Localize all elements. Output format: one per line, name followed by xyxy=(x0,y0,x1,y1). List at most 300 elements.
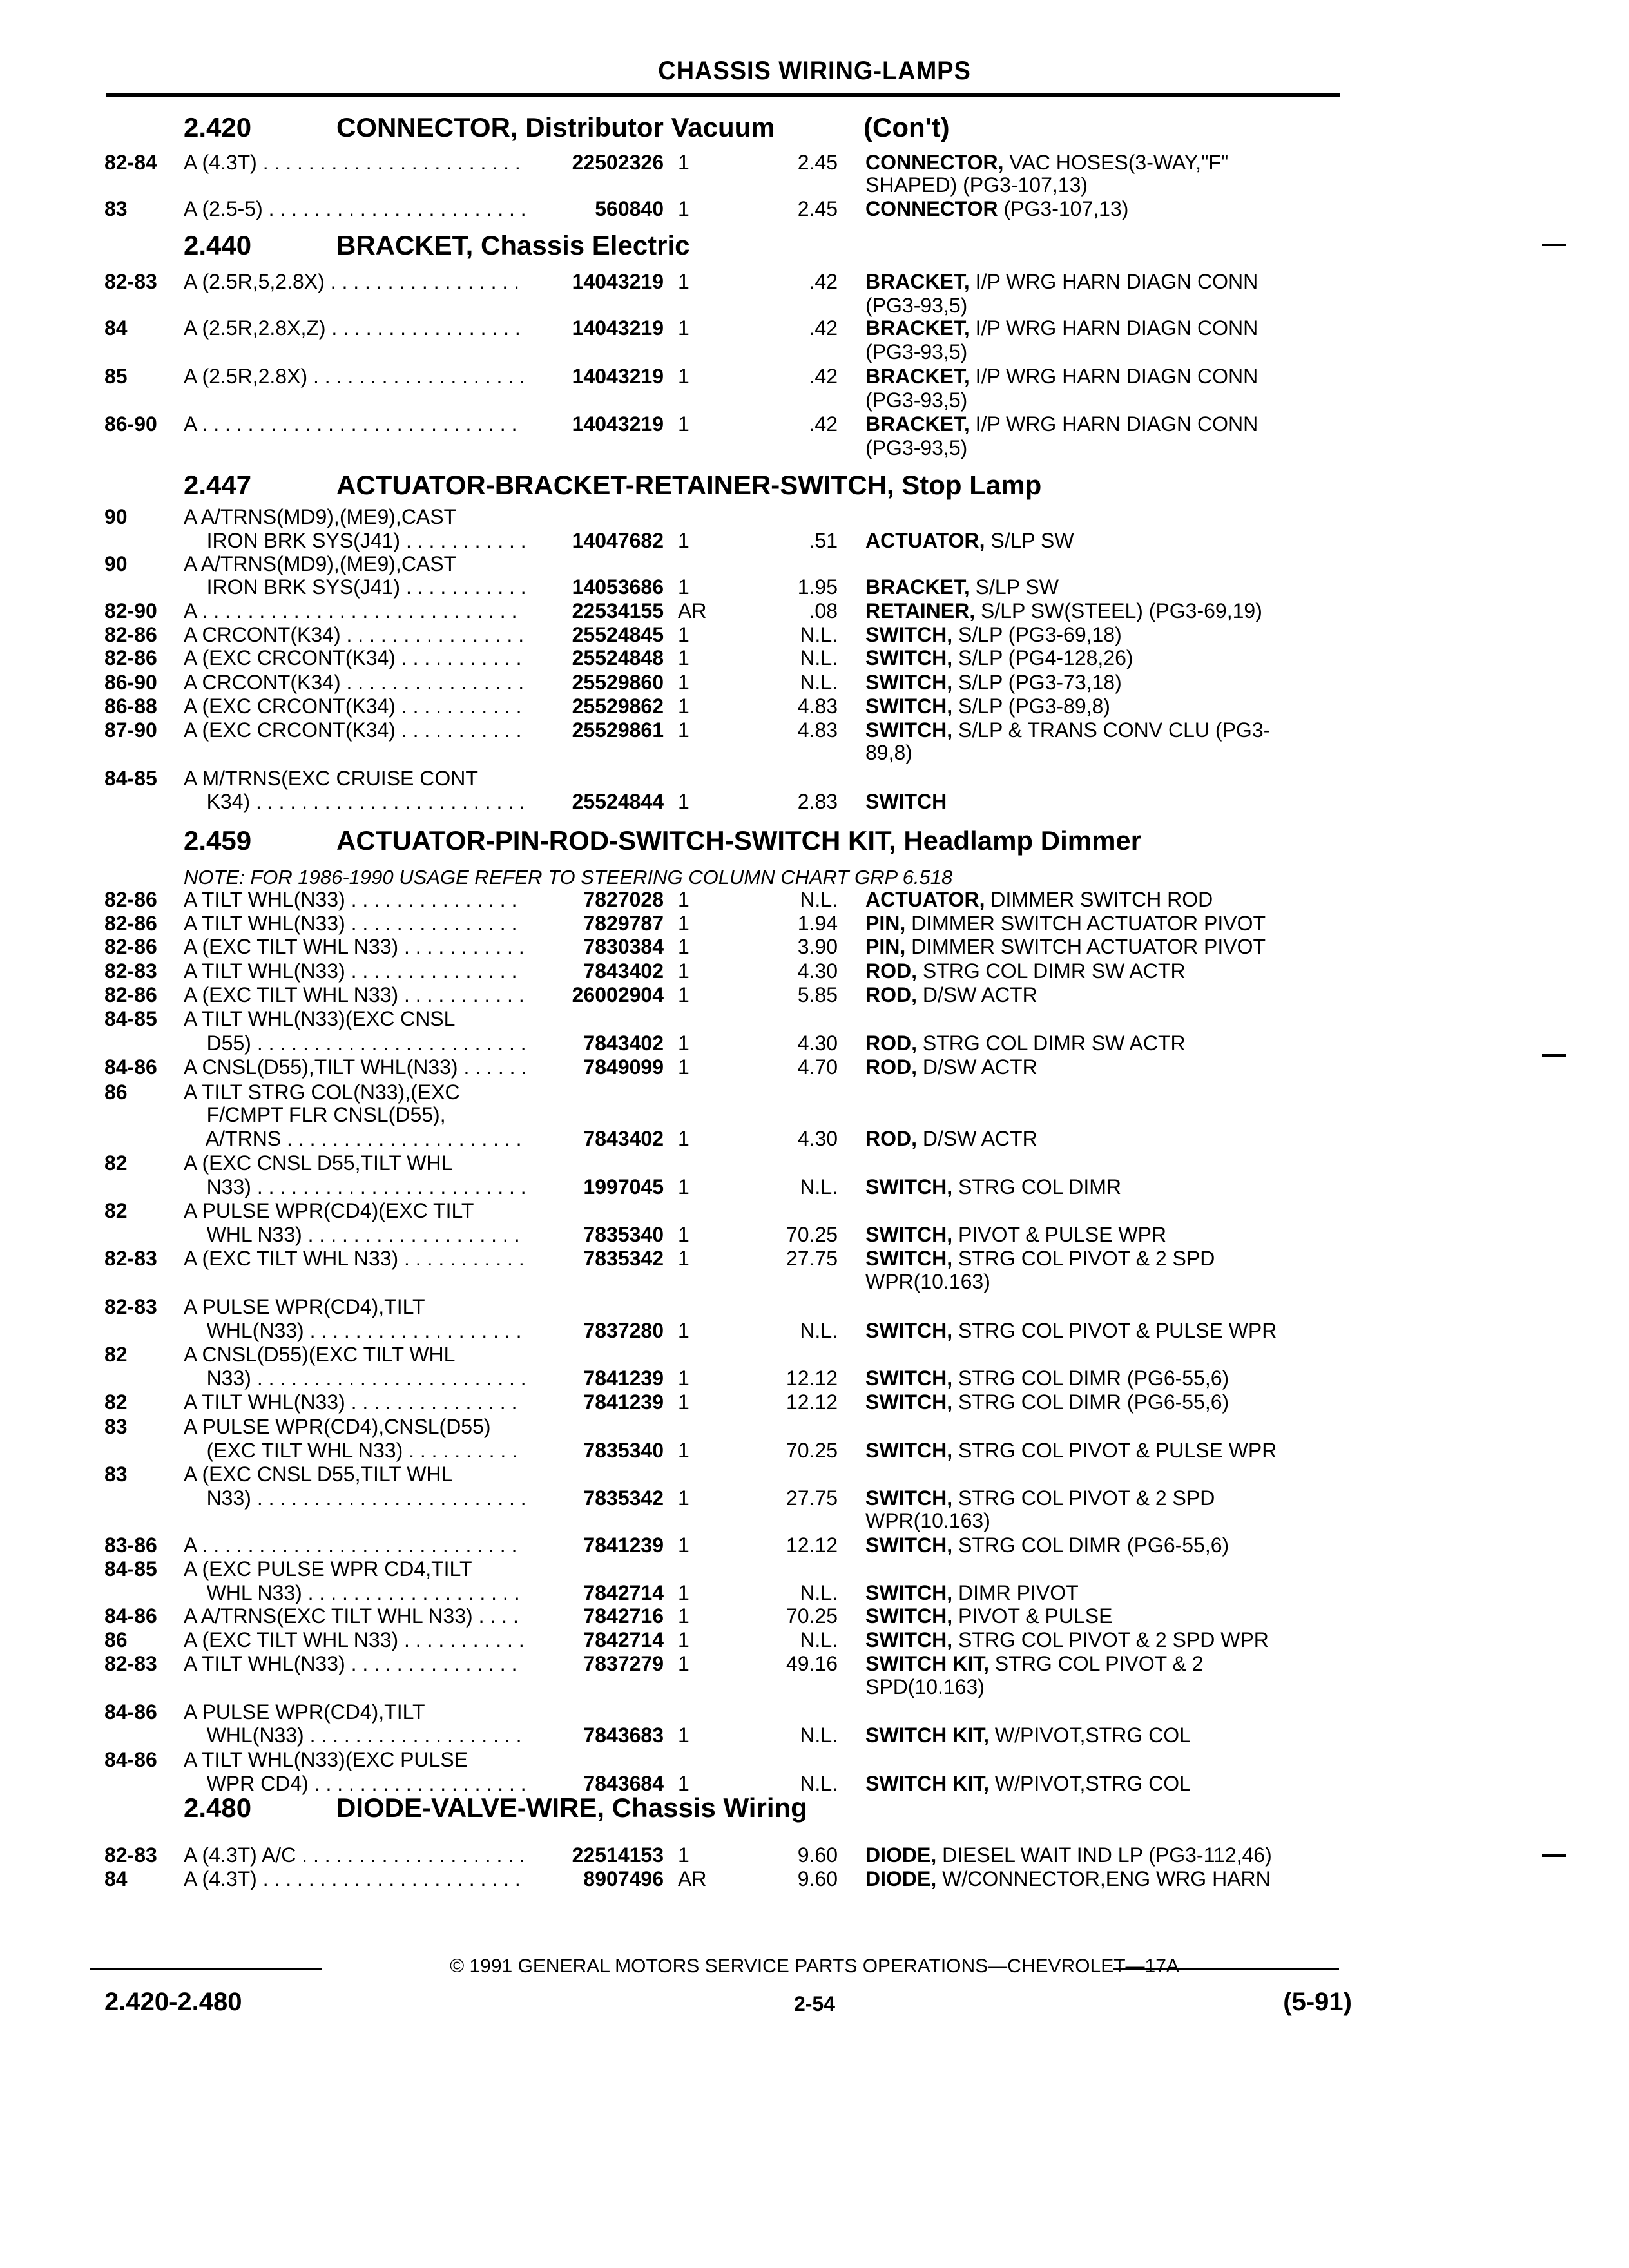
part-row xyxy=(0,436,1629,460)
price: .42 xyxy=(809,412,838,436)
part-number: 7841239 xyxy=(583,1533,664,1557)
part-name: BRACKET, xyxy=(865,365,970,388)
part-detail: WPR(10.163) xyxy=(865,1509,990,1532)
part-description xyxy=(865,388,967,412)
model-application: N33) . . . xyxy=(184,1175,525,1199)
model-years: 82-83 xyxy=(104,1843,157,1867)
page-title: CHASSIS WIRING-LAMPS xyxy=(658,57,971,85)
model-years: 82 xyxy=(104,1199,128,1222)
part-row xyxy=(0,1533,1629,1557)
model-application: A/TRNS . . . xyxy=(184,1126,525,1151)
part-number: 7837280 xyxy=(583,1319,664,1342)
part-row xyxy=(0,1318,1629,1343)
model-application: A (EXC TILT WHL N33) . . . xyxy=(184,1246,525,1271)
part-row xyxy=(0,552,1629,576)
part-number: 7849099 xyxy=(583,1055,664,1079)
part-row xyxy=(0,718,1629,742)
part-row xyxy=(0,646,1629,670)
part-number: 7843683 xyxy=(583,1724,664,1747)
part-description xyxy=(865,1318,1277,1343)
model-years: 82-83 xyxy=(104,959,157,983)
part-number: 22502326 xyxy=(572,151,664,174)
part-row xyxy=(0,1675,1629,1699)
price: N.L. xyxy=(800,1772,838,1795)
quantity: 1 xyxy=(678,790,689,813)
part-name: SWITCH KIT, xyxy=(865,1652,989,1675)
part-description xyxy=(865,646,1133,670)
part-row xyxy=(0,622,1629,647)
part-number: 7841239 xyxy=(583,1367,664,1390)
part-row xyxy=(0,1175,1629,1199)
model-years: 82-83 xyxy=(104,270,157,293)
part-row xyxy=(0,789,1629,814)
part-name: BRACKET, xyxy=(865,412,970,436)
part-number: 7843684 xyxy=(583,1772,664,1795)
section-number: 2.459 xyxy=(184,825,252,856)
part-detail: DIESEL WAIT IND LP (PG3-112,46) xyxy=(936,1843,1272,1867)
quantity: 1 xyxy=(678,316,689,340)
part-detail: (PG3-107,13) xyxy=(998,197,1129,220)
part-detail: S/LP SW(STEEL) (PG3-69,19) xyxy=(975,599,1262,622)
price: N.L. xyxy=(800,1628,838,1651)
part-row xyxy=(0,887,1629,912)
part-name: RETAINER, xyxy=(865,599,976,622)
model-years: 84-86 xyxy=(104,1055,157,1079)
part-detail: (PG3-93,5) xyxy=(865,389,968,412)
part-number: 7837279 xyxy=(583,1652,664,1675)
model-application: A (EXC TILT WHL N33) . . . xyxy=(184,934,525,959)
part-detail: VAC HOSES(3-WAY,"F" xyxy=(1003,151,1229,174)
model-application: (EXC TILT WHL N33) . . . xyxy=(184,1438,525,1463)
part-name: SWITCH, xyxy=(865,1486,953,1510)
quantity: 1 xyxy=(678,623,689,646)
part-detail: 89,8) xyxy=(865,741,912,764)
part-name: SWITCH, xyxy=(865,646,953,669)
part-row xyxy=(0,1080,1629,1104)
model-application: A CRCONT(K34) . . . xyxy=(184,622,525,647)
quantity: 1 xyxy=(678,1367,689,1390)
price: N.L. xyxy=(800,1581,838,1604)
section-heading xyxy=(0,1791,1629,1825)
quantity: 1 xyxy=(678,151,689,174)
part-description xyxy=(865,1867,1271,1891)
part-row xyxy=(0,1771,1629,1796)
part-number: 14043219 xyxy=(572,365,664,388)
model-application: A PULSE WPR(CD4)(EXC TILT xyxy=(184,1199,474,1222)
model-years: 86-90 xyxy=(104,412,157,436)
price: 2.45 xyxy=(797,151,838,174)
part-row xyxy=(0,1102,1629,1127)
part-detail: D/SW ACTR xyxy=(917,1127,1037,1150)
model-application: A (EXC CNSL D55,TILT WHL xyxy=(184,1463,453,1486)
part-detail: STRG COL DIMR (PG6-55,6) xyxy=(952,1390,1229,1414)
part-name: BRACKET, xyxy=(865,270,970,293)
part-description xyxy=(865,1508,990,1533)
part-name: SWITCH, xyxy=(865,623,953,646)
part-detail: I/P WRG HARN DIAGN CONN xyxy=(969,270,1258,293)
part-detail: S/LP SW xyxy=(969,575,1059,599)
part-number: 22534155 xyxy=(572,599,664,622)
part-description xyxy=(865,1175,1121,1199)
quantity: 1 xyxy=(678,270,689,293)
part-description xyxy=(865,959,1186,983)
section-title: ACTUATOR-PIN-ROD-SWITCH-SWITCH KIT, Headlamp Dimmer xyxy=(336,825,1142,856)
price: 4.30 xyxy=(797,1127,838,1150)
model-years: 90 xyxy=(104,505,128,528)
model-years: 82 xyxy=(104,1390,128,1414)
model-years: 84-86 xyxy=(104,1604,157,1628)
quantity: 1 xyxy=(678,695,689,718)
quantity: 1 xyxy=(678,197,689,220)
part-row xyxy=(0,1342,1629,1367)
part-name: SWITCH, xyxy=(865,1581,953,1604)
part-row xyxy=(0,1747,1629,1772)
part-description xyxy=(865,1723,1191,1747)
part-detail: STRG COL PIVOT & 2 SPD xyxy=(952,1247,1215,1270)
model-application: A CNSL(D55)(EXC TILT WHL xyxy=(184,1343,456,1366)
part-number: 25524848 xyxy=(572,646,664,669)
part-number: 14043219 xyxy=(572,412,664,436)
section-number: 2.447 xyxy=(184,470,252,500)
part-name: SWITCH, xyxy=(865,1319,953,1342)
part-detail: SHAPED) (PG3-107,13) xyxy=(865,173,1088,197)
part-row xyxy=(0,528,1629,553)
part-row xyxy=(0,740,1629,765)
part-name: SWITCH KIT, xyxy=(865,1724,989,1747)
part-number: 14053686 xyxy=(572,575,664,599)
model-application: A PULSE WPR(CD4),CNSL(D55) xyxy=(184,1415,491,1438)
part-description xyxy=(865,364,1258,389)
part-number: 7842714 xyxy=(583,1581,664,1604)
header-rule xyxy=(106,93,1340,97)
model-application: A TILT WHL(N33)(EXC PULSE xyxy=(184,1748,468,1771)
part-row xyxy=(0,934,1629,959)
model-application: A (EXC CRCONT(K34) . . . xyxy=(184,694,525,718)
part-number: 8907496 xyxy=(583,1867,664,1890)
model-years: 84 xyxy=(104,1867,128,1890)
price: N.L. xyxy=(800,1724,838,1747)
part-description xyxy=(865,340,967,364)
quantity: 1 xyxy=(678,1390,689,1414)
part-row xyxy=(0,575,1629,599)
part-detail: W/PIVOT,STRG COL xyxy=(988,1772,1191,1795)
part-number: 25529861 xyxy=(572,718,664,742)
part-detail: STRG COL DIMR xyxy=(952,1175,1122,1198)
part-number: 25529862 xyxy=(572,695,664,718)
part-number: 7843402 xyxy=(583,1032,664,1055)
quantity: 1 xyxy=(678,1486,689,1510)
model-application: A A/TRNS(EXC TILT WHL N33) . . . xyxy=(184,1604,525,1628)
part-name: CONNECTOR, xyxy=(865,151,1004,174)
quantity: 1 xyxy=(678,983,689,1006)
part-number: 1997045 xyxy=(583,1175,664,1198)
price: 70.25 xyxy=(786,1439,838,1462)
model-years: 82-84 xyxy=(104,151,157,174)
margin-mark xyxy=(1542,1054,1566,1057)
part-detail: PIVOT & PULSE xyxy=(952,1604,1113,1628)
part-detail: D/SW ACTR xyxy=(917,1055,1037,1079)
model-application: A PULSE WPR(CD4),TILT xyxy=(184,1700,425,1724)
part-detail: (PG3-93,5) xyxy=(865,294,968,317)
model-application: A (EXC TILT WHL N33) . . . xyxy=(184,983,525,1007)
part-number: 7835342 xyxy=(583,1247,664,1270)
part-description xyxy=(865,269,1258,294)
part-name: BRACKET, xyxy=(865,575,970,599)
part-number: 25524845 xyxy=(572,623,664,646)
section-title: DIODE-VALVE-WIRE, Chassis Wiring xyxy=(336,1792,807,1823)
part-row xyxy=(0,269,1629,294)
part-row xyxy=(0,1557,1629,1581)
price: 70.25 xyxy=(786,1604,838,1628)
part-row xyxy=(0,197,1629,221)
part-detail: S/LP (PG3-73,18) xyxy=(952,671,1122,694)
model-application: A (EXC TILT WHL N33) . . . xyxy=(184,1628,525,1652)
part-description xyxy=(865,1246,1215,1271)
model-years: 86 xyxy=(104,1081,128,1104)
part-description xyxy=(865,934,1266,959)
price: 70.25 xyxy=(786,1223,838,1246)
price: .42 xyxy=(809,365,838,388)
part-name: SWITCH, xyxy=(865,671,953,694)
part-detail: STRG COL DIMR SW ACTR xyxy=(917,1032,1186,1055)
part-description xyxy=(865,316,1258,340)
price: .42 xyxy=(809,270,838,293)
price: 2.83 xyxy=(797,790,838,813)
model-years: 83-86 xyxy=(104,1533,157,1557)
quantity: 1 xyxy=(678,1247,689,1270)
price: 4.30 xyxy=(797,1032,838,1055)
part-row xyxy=(0,670,1629,695)
model-application: F/CMPT FLR CNSL(D55), xyxy=(184,1103,446,1126)
part-description xyxy=(865,1533,1229,1557)
price: N.L. xyxy=(800,1319,838,1342)
quantity: 1 xyxy=(678,1652,689,1675)
price: 9.60 xyxy=(797,1843,838,1867)
quantity: 1 xyxy=(678,412,689,436)
section-number: 2.420 xyxy=(184,112,252,142)
part-name: SWITCH, xyxy=(865,1175,953,1198)
part-name: PIN, xyxy=(865,935,906,958)
model-application: A M/TRNS(EXC CRUISE CONT xyxy=(184,767,478,790)
quantity: 1 xyxy=(678,365,689,388)
part-row xyxy=(0,505,1629,529)
part-name: SWITCH, xyxy=(865,1247,953,1270)
part-detail: STRG COL PIVOT & PULSE WPR xyxy=(952,1319,1277,1342)
model-years: 82-86 xyxy=(104,888,157,911)
part-number: 7842714 xyxy=(583,1628,664,1651)
part-name: ROD, xyxy=(865,983,917,1006)
quantity: 1 xyxy=(678,1175,689,1198)
part-row xyxy=(0,694,1629,718)
model-application: WHL N33) . . . xyxy=(184,1581,525,1605)
part-number: 25524844 xyxy=(572,790,664,813)
price: 4.83 xyxy=(797,695,838,718)
model-application: A (EXC CRCONT(K34) . . . xyxy=(184,718,525,742)
model-application: IRON BRK SYS(J41) . . . xyxy=(184,575,525,599)
part-detail: DIMMER SWITCH ROD xyxy=(985,888,1213,911)
part-name: ROD, xyxy=(865,1055,917,1079)
part-detail: DIMMER SWITCH ACTUATOR PIVOT xyxy=(905,935,1266,958)
part-row xyxy=(0,1628,1629,1652)
part-row xyxy=(0,1294,1629,1319)
price: N.L. xyxy=(800,1175,838,1198)
model-application: A TILT WHL(N33) . . . xyxy=(184,1390,525,1414)
model-application: IRON BRK SYS(J41) . . . xyxy=(184,528,525,553)
part-name: DIODE, xyxy=(865,1843,937,1867)
part-description xyxy=(865,599,1262,623)
model-years: 83 xyxy=(104,197,128,220)
model-application: A (4.3T) . . . xyxy=(184,1867,525,1891)
part-row xyxy=(0,1151,1629,1175)
part-detail: STRG COL DIMR (PG6-55,6) xyxy=(952,1367,1229,1390)
model-application: A A/TRNS(MD9),(ME9),CAST xyxy=(184,552,457,575)
model-application: WPR CD4) . . . xyxy=(184,1771,525,1796)
model-application: WHL(N33) . . . xyxy=(184,1318,525,1343)
part-row xyxy=(0,911,1629,936)
model-application: A . . . xyxy=(184,599,525,623)
part-row xyxy=(0,599,1629,623)
part-row xyxy=(0,364,1629,389)
quantity: 1 xyxy=(678,1581,689,1604)
part-row xyxy=(0,1651,1629,1676)
part-row xyxy=(0,293,1629,318)
model-application: A TILT WHL(N33)(EXC CNSL xyxy=(184,1007,456,1030)
quantity: 1 xyxy=(678,1223,689,1246)
part-number: 14043219 xyxy=(572,270,664,293)
part-row xyxy=(0,1486,1629,1510)
part-detail: PIVOT & PULSE WPR xyxy=(952,1223,1167,1246)
part-description xyxy=(865,887,1213,912)
revision-date: (5-91) xyxy=(1283,1988,1352,2016)
part-row xyxy=(0,1006,1629,1031)
model-application: A (2.5-5) . . . xyxy=(184,197,525,221)
quantity: 1 xyxy=(678,1319,689,1342)
part-description xyxy=(865,622,1122,647)
model-application: K34) . . . xyxy=(184,789,525,814)
price: N.L. xyxy=(800,646,838,669)
part-row xyxy=(0,1055,1629,1079)
part-description xyxy=(865,1581,1079,1605)
quantity: 1 xyxy=(678,1127,689,1150)
part-row xyxy=(0,1031,1629,1055)
margin-mark xyxy=(1542,1854,1566,1857)
section-heading xyxy=(0,468,1629,502)
part-row xyxy=(0,1246,1629,1271)
price: 4.30 xyxy=(797,959,838,983)
part-row xyxy=(0,1604,1629,1628)
part-detail: W/CONNECTOR,ENG WRG HARN xyxy=(936,1867,1271,1890)
model-application: D55) . . . xyxy=(184,1031,525,1055)
price: 9.60 xyxy=(797,1867,838,1890)
part-detail: DIMMER SWITCH ACTUATOR PIVOT xyxy=(905,912,1266,935)
section-heading xyxy=(0,229,1629,262)
part-description xyxy=(865,197,1128,221)
part-number: 22514153 xyxy=(572,1843,664,1867)
model-years: 85 xyxy=(104,365,128,388)
part-description xyxy=(865,911,1266,936)
model-application: A TILT WHL(N33) . . . xyxy=(184,911,525,936)
part-name: SWITCH KIT, xyxy=(865,1772,989,1795)
model-years: 82-86 xyxy=(104,646,157,669)
model-years: 82-86 xyxy=(104,935,157,958)
quantity: 1 xyxy=(678,959,689,983)
part-description xyxy=(865,173,1088,197)
part-row xyxy=(0,1700,1629,1724)
margin-mark xyxy=(1542,244,1566,246)
quantity: 1 xyxy=(678,671,689,694)
model-years: 82-86 xyxy=(104,623,157,646)
part-description xyxy=(865,670,1122,695)
part-detail: STRG COL DIMR (PG6-55,6) xyxy=(952,1533,1229,1557)
part-description xyxy=(865,1126,1037,1151)
part-row xyxy=(0,959,1629,983)
model-application: A CNSL(D55),TILT WHL(N33) . . . xyxy=(184,1055,525,1079)
part-number: 14047682 xyxy=(572,529,664,552)
part-detail: I/P WRG HARN DIAGN CONN xyxy=(969,365,1258,388)
part-row xyxy=(0,1843,1629,1867)
model-years: 82-86 xyxy=(104,983,157,1006)
quantity: 1 xyxy=(678,1843,689,1867)
price: 5.85 xyxy=(797,983,838,1006)
part-description xyxy=(865,1269,990,1294)
model-years: 86 xyxy=(104,1628,128,1651)
part-row xyxy=(0,412,1629,436)
part-number: 7843402 xyxy=(583,959,664,983)
part-description xyxy=(865,1031,1186,1055)
part-description xyxy=(865,1675,985,1699)
part-detail: S/LP (PG3-89,8) xyxy=(952,695,1110,718)
section-title: CONNECTOR, Distributor Vacuum xyxy=(336,112,775,142)
part-number: 7843402 xyxy=(583,1127,664,1150)
quantity: 1 xyxy=(678,646,689,669)
part-name: SWITCH, xyxy=(865,1628,953,1651)
model-application: A TILT WHL(N33) . . . xyxy=(184,959,525,983)
section-continued: (Con't) xyxy=(863,112,950,142)
model-application: A . . . xyxy=(184,1533,525,1557)
part-name: SWITCH, xyxy=(865,1533,953,1557)
part-number: 560840 xyxy=(595,197,664,220)
price: 12.12 xyxy=(786,1390,838,1414)
model-application: A (EXC PULSE WPR CD4,TILT xyxy=(184,1557,472,1581)
part-row xyxy=(0,173,1629,197)
quantity: AR xyxy=(678,1867,707,1890)
model-application: A CRCONT(K34) . . . xyxy=(184,670,525,695)
part-number: 7827028 xyxy=(583,888,664,911)
model-years: 86-90 xyxy=(104,671,157,694)
part-number: 14043219 xyxy=(572,316,664,340)
price: 27.75 xyxy=(786,1486,838,1510)
model-years: 90 xyxy=(104,552,128,575)
part-description xyxy=(865,575,1059,599)
model-years: 84-86 xyxy=(104,1700,157,1724)
part-description xyxy=(865,1628,1269,1652)
part-row xyxy=(0,766,1629,791)
part-row xyxy=(0,1867,1629,1891)
price: 2.45 xyxy=(797,197,838,220)
model-application: A . . . xyxy=(184,412,525,436)
part-description xyxy=(865,412,1258,436)
part-row xyxy=(0,1390,1629,1414)
part-number: 7835342 xyxy=(583,1486,664,1510)
part-description xyxy=(865,1055,1037,1079)
part-detail: D/SW ACTR xyxy=(917,983,1037,1006)
model-application: A (EXC CRCONT(K34) . . . xyxy=(184,646,525,670)
price: 4.83 xyxy=(797,718,838,742)
part-number: 7842716 xyxy=(583,1604,664,1628)
model-years: 86-88 xyxy=(104,695,157,718)
model-application: N33) . . . xyxy=(184,1366,525,1390)
part-detail: (PG3-93,5) xyxy=(865,340,968,363)
